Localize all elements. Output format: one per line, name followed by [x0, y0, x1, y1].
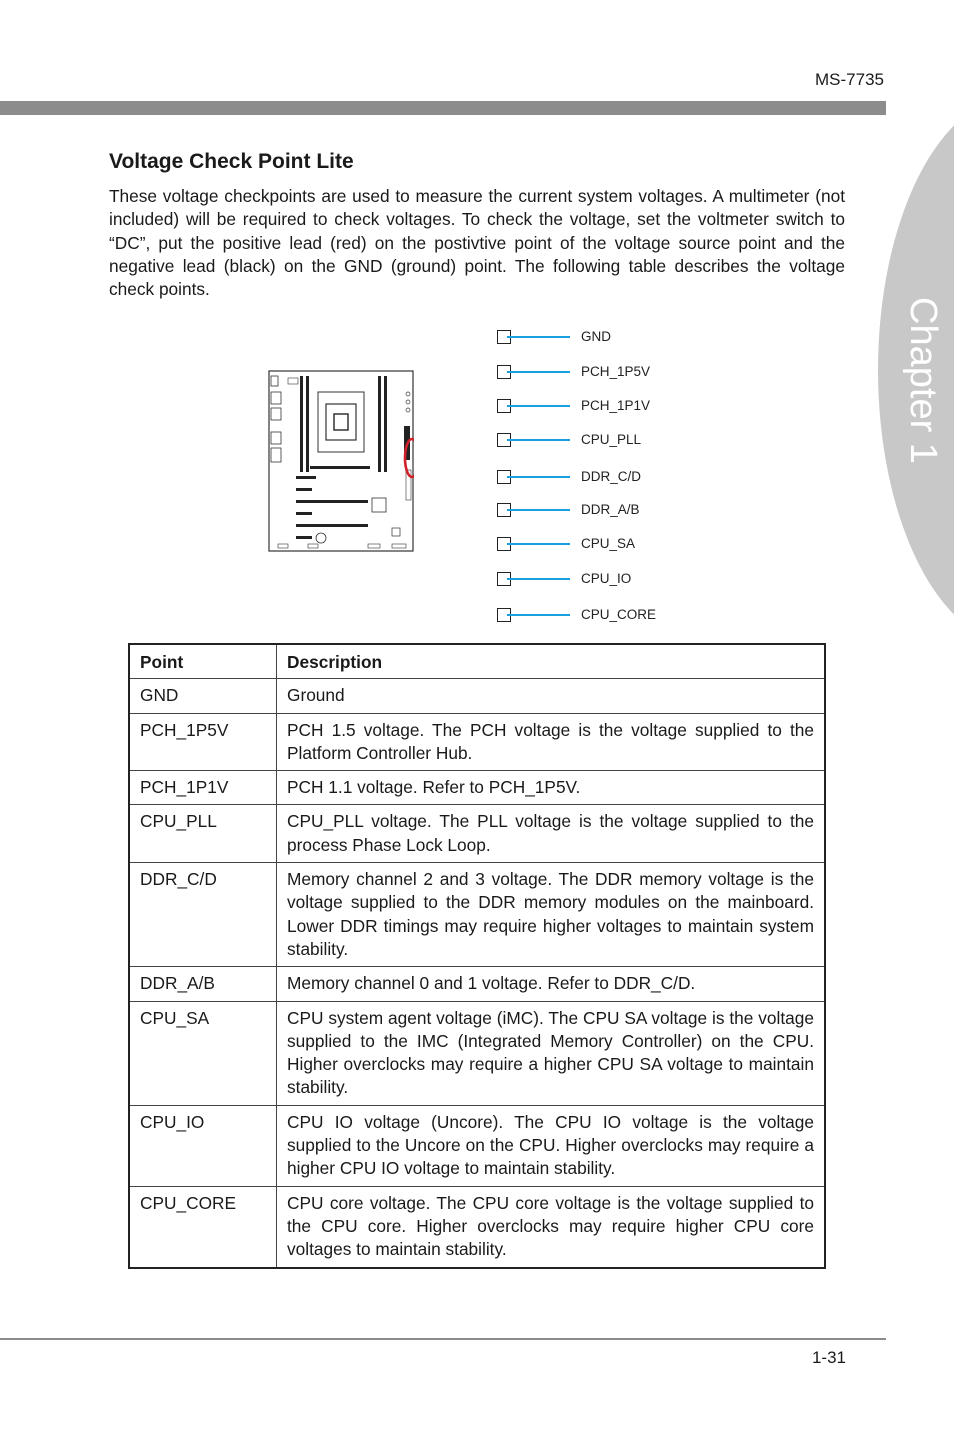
- mainboard-diagram: [268, 370, 414, 552]
- vcp-label: CPU_IO: [581, 571, 632, 586]
- vcp-lead-line: [507, 543, 570, 545]
- vcp-item-cpu-io: [495, 570, 735, 590]
- column-header-description: Description: [277, 644, 826, 679]
- description-cell: PCH 1.1 voltage. Refer to PCH_1P5V.: [277, 771, 826, 805]
- vcp-label: DDR_A/B: [581, 502, 640, 517]
- vcp-item-cpu-sa: [495, 535, 735, 555]
- vcp-item-pch-1p5v: [495, 363, 735, 383]
- table-header-row: [129, 644, 825, 679]
- vcp-item-pch-1p1v: [495, 397, 735, 417]
- vcp-lead-line: [507, 476, 570, 478]
- vcp-lead-line: [507, 509, 570, 511]
- point-cell: CPU_PLL: [129, 805, 277, 863]
- vcp-item-ddr-cd: [495, 468, 735, 488]
- point-cell: DDR_C/D: [129, 863, 277, 967]
- intro-paragraph: These voltage checkpoints are used to measure the current system voltages. A multimeter (not included) will be required to check voltages. To check the voltage, set the voltmeter switch to “DC”, put the positive lead (red) on the postivtive point of the voltage source point and the negative lead (black) on the GND (ground) point. The following table describes the voltage check points.: [109, 186, 845, 300]
- table-row: [129, 863, 825, 967]
- table-row: [129, 1186, 825, 1267]
- header-bar: [0, 101, 886, 115]
- vcp-item-cpu-core: [495, 606, 735, 626]
- point-cell: CPU_SA: [129, 1001, 277, 1105]
- point-cell: DDR_A/B: [129, 967, 277, 1001]
- description-cell: Ground: [277, 679, 826, 713]
- model-number: MS-7735: [815, 70, 884, 89]
- vcp-label: CPU_SA: [581, 536, 636, 551]
- table-row: [129, 771, 825, 805]
- vcp-label: GND: [581, 329, 611, 344]
- vcp-lead-line: [507, 578, 570, 580]
- table-row: [129, 967, 825, 1001]
- vcp-item-ddr-ab: [495, 501, 735, 521]
- vcp-label: PCH_1P5V: [581, 364, 651, 379]
- vcp-item-gnd: [495, 328, 735, 348]
- description-cell: Memory channel 2 and 3 voltage. The DDR memory voltage is the voltage supplied to the DDR memory modules on the mainboard. Lower DDR timings may require higher voltages to maintain system stability.: [277, 863, 826, 967]
- column-header-point: Point: [129, 644, 277, 679]
- vcp-lead-line: [507, 405, 570, 407]
- point-cell: GND: [129, 679, 277, 713]
- description-cell: CPU_PLL voltage. The PLL voltage is the voltage supplied to the process Phase Lock Loop.: [277, 805, 826, 863]
- description-cell: CPU IO voltage (Uncore). The CPU IO voltage is the voltage supplied to the Uncore on the CPU. Higher overclocks may require a higher CPU IO voltage to maintain stability.: [277, 1105, 826, 1186]
- footer-rule: [0, 1338, 886, 1340]
- description-cell: CPU core voltage. The CPU core voltage is the voltage supplied to the CPU core. Higher overclocks may require higher CPU core voltages to maintain stability.: [277, 1186, 826, 1267]
- table-row: [129, 713, 825, 771]
- chapter-tab-label: Chapter 1: [901, 296, 944, 464]
- voltage-check-table: [128, 643, 826, 1269]
- point-cell: PCH_1P5V: [129, 713, 277, 771]
- vcp-label: PCH_1P1V: [581, 398, 651, 413]
- table-row: [129, 1105, 825, 1186]
- vcp-lead-line: [507, 614, 570, 616]
- description-cell: CPU system agent voltage (iMC). The CPU SA voltage is the voltage supplied to the IMC (Integrated Memory Controller) on the CPU. Higher overclocks may require a higher CPU SA voltage to maintain stability.: [277, 1001, 826, 1105]
- table-row: [129, 679, 825, 713]
- description-cell: Memory channel 0 and 1 voltage. Refer to DDR_C/D.: [277, 967, 826, 1001]
- voltage-check-point-legend: [495, 320, 735, 630]
- table-row: [129, 805, 825, 863]
- vcp-item-cpu-pll: [495, 431, 735, 451]
- vcp-label: CPU_CORE: [581, 607, 657, 622]
- point-cell: CPU_IO: [129, 1105, 277, 1186]
- chapter-tab-label-wrap: [892, 296, 952, 464]
- vcp-lead-line: [507, 439, 570, 441]
- point-cell: PCH_1P1V: [129, 771, 277, 805]
- page-number: 1-31: [811, 1348, 846, 1367]
- vcp-lead-line: [507, 336, 570, 338]
- vcp-lead-line: [507, 371, 570, 373]
- vcp-label: CPU_PLL: [581, 432, 642, 447]
- section-title: Voltage Check Point Lite: [109, 150, 354, 173]
- description-cell: PCH 1.5 voltage. The PCH voltage is the voltage supplied to the Platform Controller Hub.: [277, 713, 826, 771]
- point-cell: CPU_CORE: [129, 1186, 277, 1267]
- table-row: [129, 1001, 825, 1105]
- vcp-label: DDR_C/D: [581, 469, 642, 484]
